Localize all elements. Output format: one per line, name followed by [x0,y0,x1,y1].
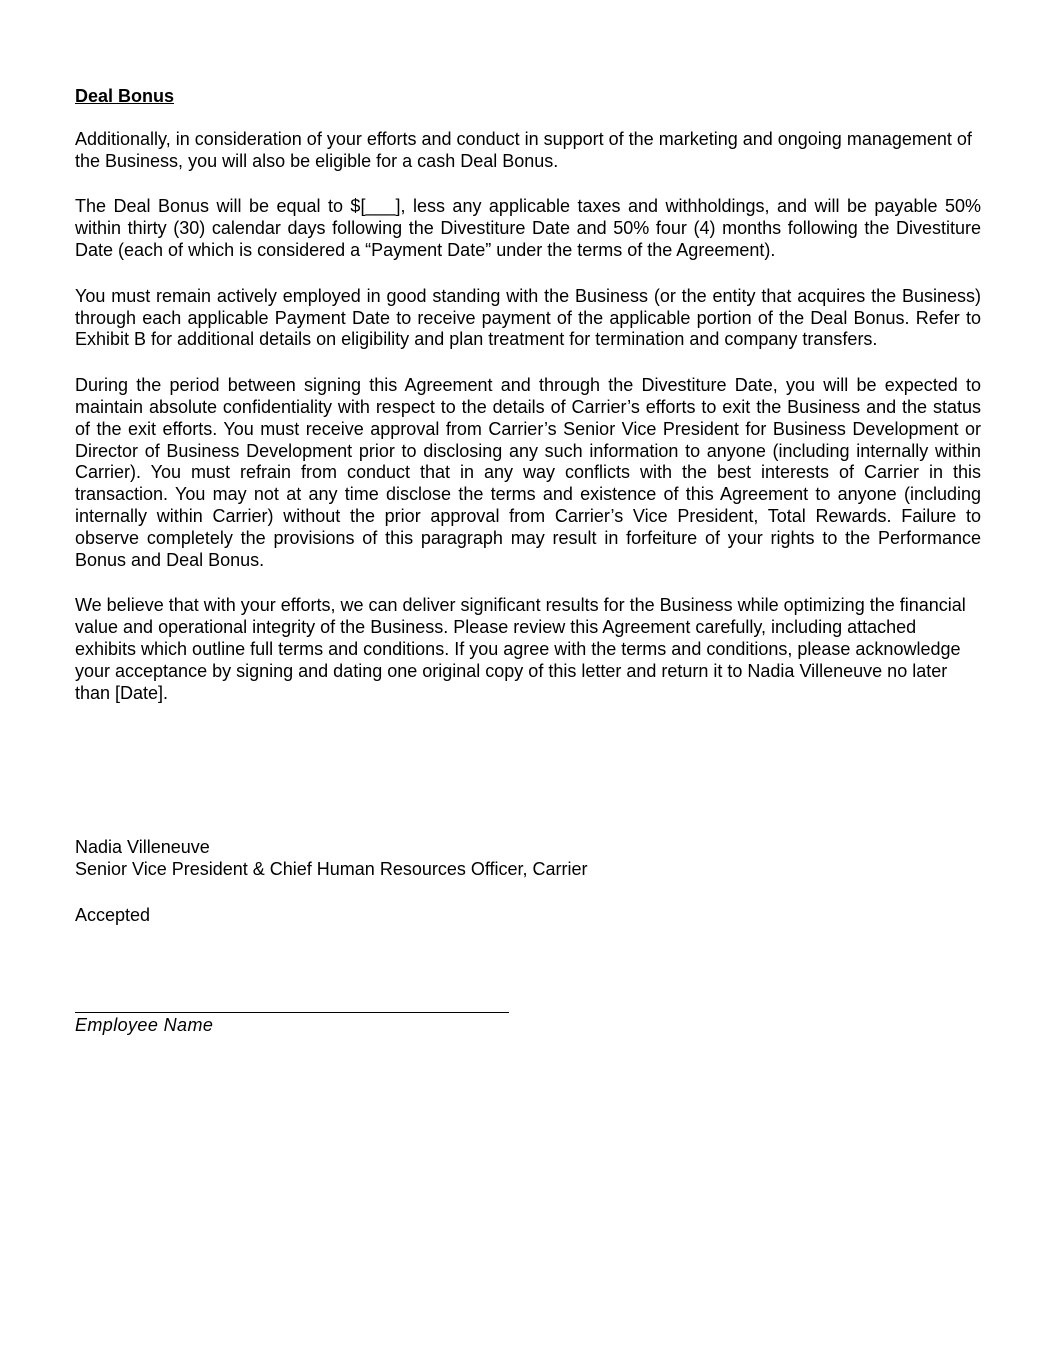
paragraph-bonus-amount: The Deal Bonus will be equal to $[___], less any applicable taxes and withholdings, and will be payable 50% within thirty (30) calendar days following the Divestiture Date and 50% four (4) months following the Divestiture Date (each of which is considered a “Payment Date” under the terms of the Agreement). [75,196,981,260]
employee-signature-area [75,1012,509,1036]
paragraph-employment-requirement: You must remain actively employed in good standing with the Business (or the entity that acquires the Business) through each applicable Payment Date to receive payment of the applicable portion of the Deal Bonus. Refer to Exhibit B for additional details on eligibility and plan treatment for termination and company transfers. [75,285,981,350]
signature-line [75,1012,509,1013]
document-body [75,86,981,728]
paragraph-confidentiality: During the period between signing this Agreement and through the Divestiture Date, you will be expected to maintain absolute confidentiality with respect to the details of Carrier’s efforts to exit the Business and the status of the exit efforts. You must receive approval from Carrier’s Senior Vice President for Business Development or Director of Business Development prior to disclosing any such information to anyone (including internally within Carrier). You must refrain from conduct that in any way conflicts with the best interests of Carrier in this transaction. You may not at any time disclose the terms and existence of this Agreement to anyone (including internally within Carrier) without the prior approval from Carrier’s Vice President, Total Rewards. Failure to observe completely the provisions of this paragraph may result in forfeiture of your rights to the Performance Bonus and Deal Bonus. [75,375,981,570]
paragraph-closing: We believe that with your efforts, we can deliver significant results for the Business while optimizing the financial value and operational integrity of the Business. Please review this Agreement carefully, including attached exhibits which outline full terms and conditions. If you agree with the terms and conditions, please acknowledge your acceptance by signing and dating one original copy of this letter and return it to Nadia Villeneuve no later than [Date]. [75,595,966,703]
accepted-label: Accepted [75,905,151,925]
employee-name-caption: Employee Name [75,1015,214,1035]
paragraph-eligibility: Additionally, in consideration of your efforts and conduct in support of the marketing and ongoing management of the Business, you will also be eligible for a cash Deal Bonus. [75,128,972,171]
signatory-block [75,837,588,881]
signatory-name: Nadia Villeneuve [75,837,210,857]
section-heading: Deal Bonus [75,86,175,106]
signatory-title: Senior Vice President & Chief Human Resources Officer, Carrier [75,858,588,879]
